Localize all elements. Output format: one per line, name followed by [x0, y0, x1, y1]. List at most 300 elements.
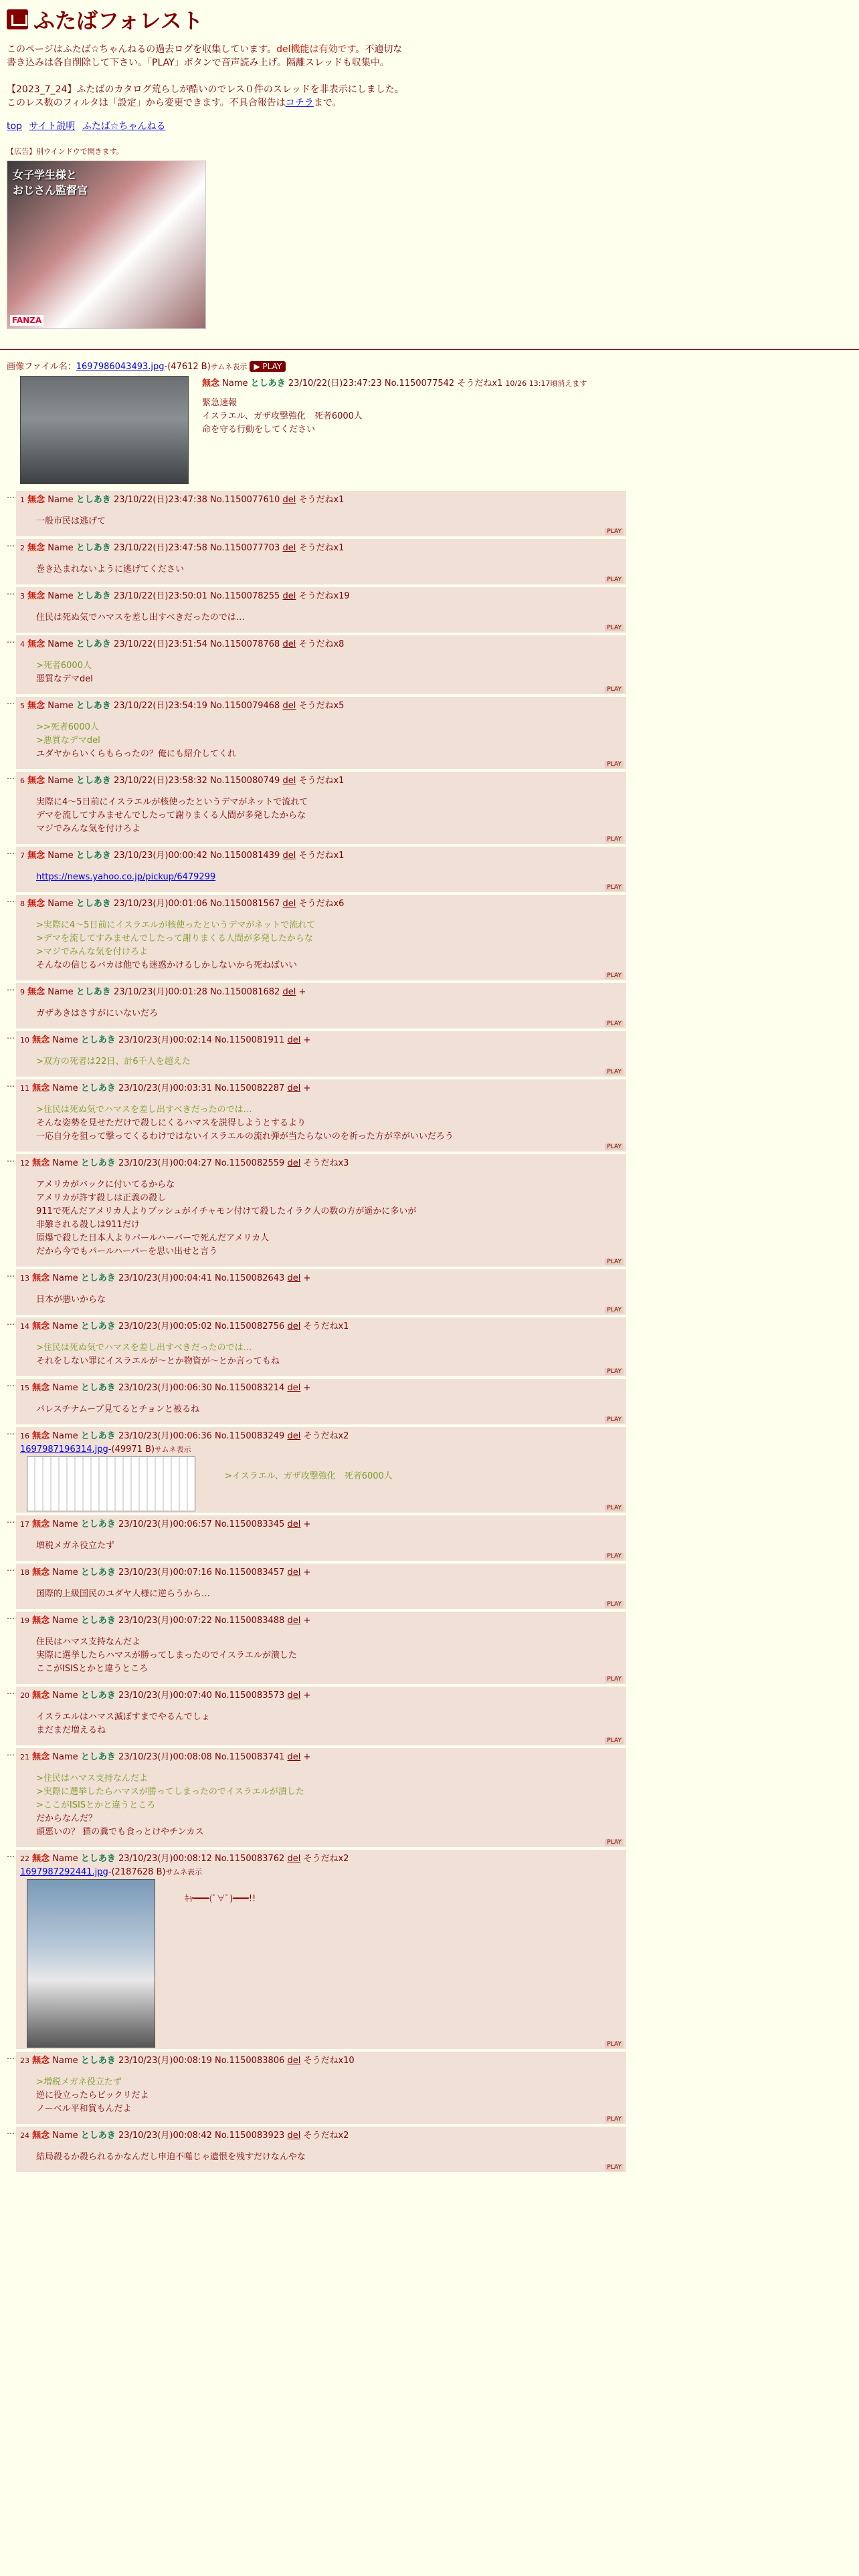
reply-index: 6	[20, 776, 25, 785]
reply-datetime: 23/10/23(月)00:01:06	[113, 899, 207, 909]
reply-name-label: Name	[52, 1568, 78, 1578]
reply-line: 非難される殺しは911だけ	[36, 1220, 140, 1230]
op-name-label: Name	[222, 379, 248, 389]
reply-soudane[interactable]: +	[303, 1568, 311, 1578]
reply-del-link[interactable]: del	[282, 639, 296, 649]
reply-index: 4	[20, 640, 25, 649]
report-link[interactable]: コチラ	[285, 98, 314, 108]
op-file-info: -(47612 B)	[164, 362, 211, 372]
reply-soudane[interactable]: +	[303, 1616, 311, 1626]
reply-post	[16, 895, 626, 980]
reply-name: としあき	[76, 776, 111, 786]
reply-quote-line: >イスラエル、ガザ攻撃強化 死者6000人	[225, 1471, 393, 1481]
reply-line: だから今でもパールハーバーを思い出せと言う	[36, 1247, 218, 1257]
reply-indent-marker: …	[7, 1748, 15, 1757]
reply-name-label: Name	[47, 899, 74, 909]
reply-del-link[interactable]: del	[282, 899, 296, 909]
reply-soudane[interactable]: +	[303, 1752, 311, 1762]
reply-line: イスラエルはハマス滅ぼすまでやるんでしょ	[36, 1712, 210, 1722]
reply-index: 13	[20, 1274, 29, 1283]
reply-del-link[interactable]: del	[287, 1691, 301, 1701]
reply-subject: 無念	[27, 899, 45, 909]
reply-datetime: 23/10/23(月)00:06:57	[118, 1519, 212, 1529]
reply-index: 17	[20, 1520, 29, 1529]
reply-subject: 無念	[32, 1431, 50, 1441]
reply-post	[16, 635, 626, 694]
reply-subject: 無念	[27, 543, 45, 553]
reply-subject: 無念	[27, 987, 45, 997]
reply-subject: 無念	[27, 701, 45, 711]
reply-soudane[interactable]: そうだねx1	[298, 495, 345, 505]
reply-play-button[interactable]: PLAY	[605, 2164, 624, 2171]
reply-name-label: Name	[47, 851, 74, 861]
reply-play-button[interactable]: PLAY	[605, 972, 624, 979]
reply-link[interactable]: https://news.yahoo.co.jp/pickup/6479299	[36, 872, 216, 882]
reply-name: としあき	[80, 1616, 116, 1626]
reply-datetime: 23/10/22(日)23:54:19	[113, 701, 207, 711]
reply-post	[16, 1379, 626, 1424]
ad-label: 【広告】別ウインドウで開きます。	[7, 147, 124, 156]
reply-index: 10	[20, 1036, 29, 1045]
reply-play-button[interactable]: PLAY	[605, 1553, 624, 1560]
reply-index: 7	[20, 851, 25, 860]
nav-top-link[interactable]: top	[7, 121, 22, 132]
reply-name: としあき	[76, 701, 111, 711]
intro-del-note: del機能は有効です。	[276, 44, 365, 55]
reply-datetime: 23/10/22(日)23:50:01	[113, 591, 207, 601]
reply-del-link[interactable]: del	[287, 1158, 301, 1168]
reply-no: No.1150083806	[215, 2056, 285, 2066]
op-file-link[interactable]: 1697986043493.jpg	[76, 362, 165, 372]
reply-name: としあき	[76, 987, 111, 997]
reply-play-button[interactable]: PLAY	[605, 1307, 624, 1313]
reply-del-link[interactable]: del	[287, 1035, 301, 1045]
reply-del-link[interactable]: del	[282, 701, 296, 711]
reply-indent-marker: …	[7, 539, 15, 548]
reply-soudane[interactable]: +	[303, 1273, 311, 1283]
reply-post	[16, 2052, 626, 2124]
reply-del-link[interactable]: del	[287, 2131, 301, 2141]
op-play-label: PLAY	[262, 362, 282, 371]
reply-play-button[interactable]: PLAY	[605, 528, 624, 535]
reply-name-label: Name	[52, 1691, 78, 1701]
reply-del-link[interactable]: del	[282, 987, 296, 997]
reply-soudane[interactable]: +	[303, 1519, 311, 1529]
reply-row	[7, 539, 852, 584]
reply-no: No.1150083249	[215, 1431, 285, 1441]
reply-datetime: 23/10/23(月)00:07:40	[118, 1691, 212, 1701]
reply-name: としあき	[76, 543, 111, 553]
reply-no: No.1150081567	[210, 899, 280, 909]
reply-no: No.1150077703	[210, 543, 280, 553]
reply-file-link[interactable]: 1697987292441.jpg	[20, 1867, 108, 1877]
reply-del-link[interactable]: del	[287, 1519, 301, 1529]
reply-play-button[interactable]: PLAY	[605, 1505, 624, 1511]
reply-index: 21	[20, 1753, 29, 1761]
reply-index: 22	[20, 1854, 29, 1863]
reply-datetime: 23/10/23(月)00:07:16	[118, 1568, 212, 1578]
reply-soudane[interactable]: そうだねx2	[303, 1431, 349, 1441]
reply-del-link[interactable]: del	[287, 1431, 301, 1441]
reply-soudane[interactable]: そうだねx6	[298, 899, 345, 909]
reply-post	[16, 2127, 626, 2172]
reply-post	[16, 983, 626, 1029]
reply-no: No.1150081682	[210, 987, 280, 997]
reply-post	[16, 1687, 626, 1745]
op-datetime: 23/10/22(日)23:47:23	[288, 379, 382, 389]
reply-post	[16, 1317, 626, 1376]
reply-subject: 無念	[32, 1616, 50, 1626]
reply-soudane[interactable]: そうだねx1	[298, 851, 345, 861]
reply-row	[7, 1612, 852, 1684]
reply-del-link[interactable]: del	[287, 2056, 301, 2066]
reply-indent-marker: …	[7, 983, 15, 992]
reply-thumb-note[interactable]: サムネ表示	[155, 1445, 191, 1454]
reply-quote-line: >死者6000人	[36, 661, 92, 671]
op-soudane[interactable]: そうだねx1	[457, 379, 503, 389]
reply-soudane[interactable]: +	[298, 987, 306, 997]
reply-post	[16, 1850, 626, 2049]
op-thumbnail[interactable]	[20, 376, 189, 484]
reply-row	[7, 1850, 852, 2049]
reply-indent-marker: …	[7, 1379, 15, 1388]
reply-index: 19	[20, 1616, 29, 1625]
reply-row	[7, 1379, 852, 1424]
reply-name: としあき	[80, 1691, 116, 1701]
reply-file-link[interactable]: 1697987196314.jpg	[20, 1444, 108, 1455]
reply-index: 24	[20, 2131, 29, 2140]
reply-datetime: 23/10/23(月)00:03:31	[118, 1083, 212, 1093]
reply-quote-line: >増税メガネ役立たず	[36, 2077, 122, 2087]
reply-name-label: Name	[52, 1752, 78, 1762]
reply-post	[16, 847, 626, 892]
reply-quote-line: >悪質なデマdel	[36, 736, 100, 746]
reply-row	[7, 1515, 852, 1561]
reply-indent-marker: …	[7, 1687, 15, 1696]
reply-line: 巻き込まれないように逃げてください	[36, 564, 185, 574]
reply-row	[7, 1269, 852, 1315]
reply-play-button[interactable]: PLAY	[605, 686, 624, 693]
reply-name-label: Name	[47, 701, 74, 711]
reply-subject: 無念	[32, 1158, 50, 1168]
reply-index: 3	[20, 592, 25, 601]
reply-datetime: 23/10/23(月)00:06:36	[118, 1431, 212, 1441]
reply-del-link[interactable]: del	[282, 495, 296, 505]
reply-datetime: 23/10/23(月)00:04:27	[118, 1158, 212, 1168]
reply-play-button[interactable]: PLAY	[605, 1368, 624, 1375]
reply-post	[16, 697, 626, 769]
ad-brand: FANZA	[10, 315, 43, 326]
reply-name-label: Name	[52, 1273, 78, 1283]
reply-post	[16, 1748, 626, 1847]
reply-indent-marker: …	[7, 1317, 15, 1327]
reply-play-button[interactable]: PLAY	[605, 1839, 624, 1846]
reply-no: No.1150083457	[215, 1568, 285, 1578]
reply-name-label: Name	[52, 1519, 78, 1529]
reply-no: No.1150083214	[215, 1383, 285, 1393]
reply-row	[7, 772, 852, 844]
reply-soudane[interactable]: +	[303, 1083, 311, 1093]
reply-row	[7, 697, 852, 769]
reply-thumbnail[interactable]	[27, 1457, 195, 1511]
reply-del-link[interactable]: del	[282, 776, 296, 786]
reply-no: No.1150080749	[210, 776, 280, 786]
reply-no: No.1150083741	[215, 1752, 285, 1762]
reply-indent-marker: …	[7, 587, 15, 597]
reply-play-button[interactable]: PLAY	[605, 2041, 624, 2048]
reply-subject: 無念	[27, 639, 45, 649]
reply-subject: 無念	[32, 2131, 50, 2141]
reply-subject: 無念	[32, 1752, 50, 1762]
reply-del-link[interactable]: del	[287, 1321, 301, 1331]
reply-datetime: 23/10/23(月)00:05:02	[118, 1321, 212, 1331]
reply-row	[7, 983, 852, 1029]
reply-post	[16, 1031, 626, 1077]
reply-no: No.1150082756	[215, 1321, 285, 1331]
reply-name: としあき	[80, 1431, 116, 1441]
reply-indent-marker: …	[7, 697, 15, 706]
reply-row	[7, 1564, 852, 1609]
reply-soudane[interactable]: そうだねx8	[298, 639, 345, 649]
reply-name: としあき	[76, 851, 111, 861]
reply-play-button[interactable]: PLAY	[605, 1676, 624, 1683]
reply-line: 悪質なデマdel	[36, 674, 93, 684]
reply-play-button[interactable]: PLAY	[605, 576, 624, 583]
op-expire: 10/26 13:17頃消えます	[505, 379, 587, 388]
reply-soudane[interactable]: そうだねx3	[303, 1158, 349, 1168]
reply-del-link[interactable]: del	[287, 1854, 301, 1864]
reply-no: No.1150078768	[210, 639, 280, 649]
reply-name-label: Name	[52, 2131, 78, 2141]
op-thumb-note[interactable]: サムネ表示	[210, 362, 248, 371]
reply-line: 頭悪いの？ 猫の糞でも食っとけやチンカス	[36, 1827, 204, 1837]
reply-play-button[interactable]: PLAY	[605, 2116, 624, 2123]
reply-thumbnail[interactable]	[27, 1879, 155, 2048]
reply-quote-line: >双方の死者は22日、計6千人を超えた	[36, 1057, 191, 1067]
op-subject: 無念	[202, 379, 220, 389]
reply-play-button[interactable]: PLAY	[605, 884, 624, 891]
reply-datetime: 23/10/23(月)00:07:22	[118, 1616, 212, 1626]
reply-del-link[interactable]: del	[287, 1616, 301, 1626]
reply-name-label: Name	[47, 591, 74, 601]
reply-post	[16, 1427, 626, 1513]
reply-quote-line: >デマを流してすみませんでしたって謝りまくる人間が多発したからな	[36, 934, 313, 944]
reply-del-link[interactable]: del	[287, 1083, 301, 1093]
intro-text-2-end: まで。	[313, 98, 342, 108]
reply-subject: 無念	[32, 1568, 50, 1578]
reply-name: としあき	[80, 1568, 116, 1578]
ad-banner[interactable]	[7, 160, 206, 329]
reply-indent-marker: …	[7, 1850, 15, 1859]
reply-name-label: Name	[52, 1158, 78, 1168]
reply-name-label: Name	[52, 1431, 78, 1441]
reply-line: 増税メガネ役立たず	[36, 1541, 115, 1551]
nav-about-link[interactable]: サイト説明	[29, 121, 76, 132]
reply-no: No.1150081439	[210, 851, 280, 861]
site-title: ふたばフォレスト	[33, 8, 203, 33]
op-play-button[interactable]: ▶ PLAY	[250, 361, 286, 372]
op-post	[7, 359, 852, 484]
reply-no: No.1150081911	[215, 1035, 285, 1045]
reply-datetime: 23/10/23(月)00:02:14	[118, 1035, 212, 1045]
reply-name-label: Name	[52, 2056, 78, 2066]
op-line: イスラエル、ガザ攻撃強化 死者6000人	[202, 411, 363, 421]
reply-datetime: 23/10/23(月)00:00:42	[113, 851, 207, 861]
reply-quote-line: >ここがISISとかと違うところ	[36, 1800, 156, 1810]
reply-indent-marker: …	[7, 772, 15, 781]
reply-soudane[interactable]: +	[303, 1035, 311, 1045]
reply-name: としあき	[76, 899, 111, 909]
reply-soudane[interactable]: そうだねx1	[298, 543, 345, 553]
reply-line: 逆に役立ったらビックリだよ	[36, 2090, 149, 2101]
reply-name: としあき	[80, 1035, 116, 1045]
reply-quote-line: >実際に4〜5日前にイスラエルが核使ったというデマがネットで流れて	[36, 920, 316, 930]
reply-soudane[interactable]: そうだねx19	[298, 591, 350, 601]
reply-quote-line: >>死者6000人	[36, 722, 99, 732]
reply-play-button[interactable]: PLAY	[605, 761, 624, 768]
reply-del-link[interactable]: del	[287, 1273, 301, 1283]
reply-subject: 無念	[32, 1321, 50, 1331]
reply-play-button[interactable]: PLAY	[605, 1737, 624, 1744]
reply-soudane[interactable]: そうだねx5	[298, 701, 345, 711]
reply-name: としあき	[80, 1752, 116, 1762]
reply-file-info: -(49971 B)	[108, 1444, 155, 1455]
reply-no: No.1150083923	[215, 2131, 285, 2141]
reply-line: 住民は死ぬ気でハマスを差し出すべきだったのでは…	[36, 613, 245, 623]
reply-soudane[interactable]: そうだねx1	[298, 776, 345, 786]
reply-soudane[interactable]: そうだねx10	[303, 2056, 355, 2066]
reply-soudane[interactable]: そうだねx2	[303, 1854, 349, 1864]
reply-line: 国際的上級国民のユダヤ人様に逆らうから…	[36, 1589, 211, 1599]
reply-indent-marker: …	[7, 635, 15, 645]
reply-list	[7, 491, 852, 2172]
reply-line: 住民はハマス支持なんだよ	[36, 1637, 141, 1647]
reply-quote-line: >住民はハマス支持なんだよ	[36, 1774, 148, 1784]
reply-line: そんな姿勢を見せただけで殺しにくるハマスを説得しようとするより	[36, 1118, 306, 1128]
reply-index: 5	[20, 702, 25, 710]
reply-row	[7, 1317, 852, 1376]
reply-index: 8	[20, 899, 25, 908]
reply-row	[7, 587, 852, 633]
reply-post	[16, 539, 626, 584]
reply-soudane[interactable]: +	[303, 1691, 311, 1701]
divider	[0, 349, 859, 350]
reply-indent-marker: …	[7, 1269, 15, 1279]
reply-row	[7, 491, 852, 536]
reply-no: No.1150083488	[215, 1616, 285, 1626]
reply-post	[16, 491, 626, 536]
reply-indent-marker: …	[7, 1612, 15, 1621]
reply-row	[7, 1079, 852, 1152]
reply-datetime: 23/10/23(月)00:01:28	[113, 987, 207, 997]
reply-index: 16	[20, 1432, 29, 1440]
reply-line: ガザあきはさすがにいないだろ	[36, 1008, 159, 1018]
reply-indent-marker: …	[7, 895, 15, 904]
reply-quote-line: >住民は死ぬ気でハマスを差し出すべきだったのでは…	[36, 1105, 252, 1115]
reply-no: No.1150083762	[215, 1854, 285, 1864]
reply-play-button[interactable]: PLAY	[605, 1069, 624, 1075]
reply-play-button[interactable]: PLAY	[605, 1416, 624, 1423]
reply-line: アメリカがバックに付いてるからな	[36, 1180, 175, 1190]
reply-name: としあき	[76, 495, 111, 505]
reply-file-info: -(2187628 B)	[108, 1867, 166, 1877]
reply-row	[7, 635, 852, 694]
reply-line: パレスチナムーブ見てるとチョンと被るね	[36, 1404, 200, 1414]
reply-line: ノーベル平和賞もんだよ	[36, 2104, 132, 2114]
reply-name-label: Name	[52, 1383, 78, 1393]
reply-line: 911で死んだアメリカ人よりブッシュがイチャモン付けて殺したイラク人の数の方が遥かに多いが	[36, 1206, 417, 1216]
reply-play-button[interactable]: PLAY	[605, 836, 624, 843]
intro-text-1: このページはふたば☆ちゃんねるの過去ログを収集しています。	[7, 44, 277, 55]
reply-row	[7, 1687, 852, 1745]
reply-name-label: Name	[47, 495, 74, 505]
reply-indent-marker: …	[7, 2052, 15, 2061]
reply-line: ここがISISとかと違うところ	[36, 1664, 149, 1674]
reply-index: 9	[20, 988, 25, 996]
reply-soudane[interactable]: +	[303, 1383, 311, 1393]
reply-del-link[interactable]: del	[282, 591, 296, 601]
reply-row	[7, 2052, 852, 2124]
reply-del-link[interactable]: del	[282, 543, 296, 553]
nav-futaba-link[interactable]: ふたば☆ちゃんねる	[82, 121, 166, 132]
reply-del-link[interactable]: del	[282, 851, 296, 861]
reply-row	[7, 2127, 852, 2172]
reply-del-link[interactable]: del	[287, 1568, 301, 1578]
reply-datetime: 23/10/23(月)00:08:42	[118, 2131, 212, 2141]
reply-no: No.1150079468	[210, 701, 280, 711]
site-intro	[7, 43, 408, 110]
reply-name: としあき	[76, 591, 111, 601]
op-no: No.1150077542	[384, 379, 455, 389]
reply-play-button[interactable]: PLAY	[605, 1259, 624, 1265]
reply-index: 18	[20, 1568, 29, 1577]
reply-name: としあき	[80, 1083, 116, 1093]
reply-index: 20	[20, 1691, 29, 1700]
reply-soudane[interactable]: そうだねx2	[303, 2131, 349, 2141]
reply-play-button[interactable]: PLAY	[605, 1601, 624, 1608]
reply-subject: 無念	[32, 1273, 50, 1283]
reply-name-label: Name	[52, 1854, 78, 1864]
reply-indent-marker: …	[7, 491, 15, 500]
reply-datetime: 23/10/22(日)23:51:54	[113, 639, 207, 649]
reply-datetime: 23/10/22(日)23:47:58	[113, 543, 207, 553]
reply-datetime: 23/10/23(月)00:08:08	[118, 1752, 212, 1762]
reply-name: としあき	[80, 1273, 116, 1283]
reply-row	[7, 1427, 852, 1513]
reply-soudane[interactable]: そうだねx1	[303, 1321, 349, 1331]
reply-line: 一応自分を狙って撃ってくるわけではないイスラエルの流れ弾が当たらないのを祈った方が幸がいいだろう	[36, 1132, 454, 1142]
reply-line: マジでみんな気を付けろよ	[36, 824, 141, 834]
reply-row	[7, 1031, 852, 1077]
reply-del-link[interactable]: del	[287, 1383, 301, 1393]
reply-play-button[interactable]: PLAY	[605, 625, 624, 631]
reply-no: No.1150078255	[210, 591, 280, 601]
reply-play-button[interactable]: PLAY	[605, 1144, 624, 1150]
reply-play-button[interactable]: PLAY	[605, 1021, 624, 1027]
reply-datetime: 23/10/23(月)00:04:41	[118, 1273, 212, 1283]
reply-name-label: Name	[47, 543, 74, 553]
reply-datetime: 23/10/23(月)00:08:12	[118, 1854, 212, 1864]
reply-datetime: 23/10/23(月)00:06:30	[118, 1383, 212, 1393]
reply-subject: 無念	[32, 1083, 50, 1093]
reply-subject: 無念	[27, 591, 45, 601]
reply-del-link[interactable]: del	[287, 1752, 301, 1762]
ad-banner-text: 女子学生様と おじさん監督官	[13, 169, 88, 197]
reply-thumb-note[interactable]: サムネ表示	[165, 1868, 203, 1876]
site-logo-icon	[7, 9, 28, 29]
reply-index: 15	[20, 1384, 29, 1392]
reply-quote-line: >実際に選挙したらハマスが勝ってしまったのでイスラエルが潰した	[36, 1787, 304, 1797]
